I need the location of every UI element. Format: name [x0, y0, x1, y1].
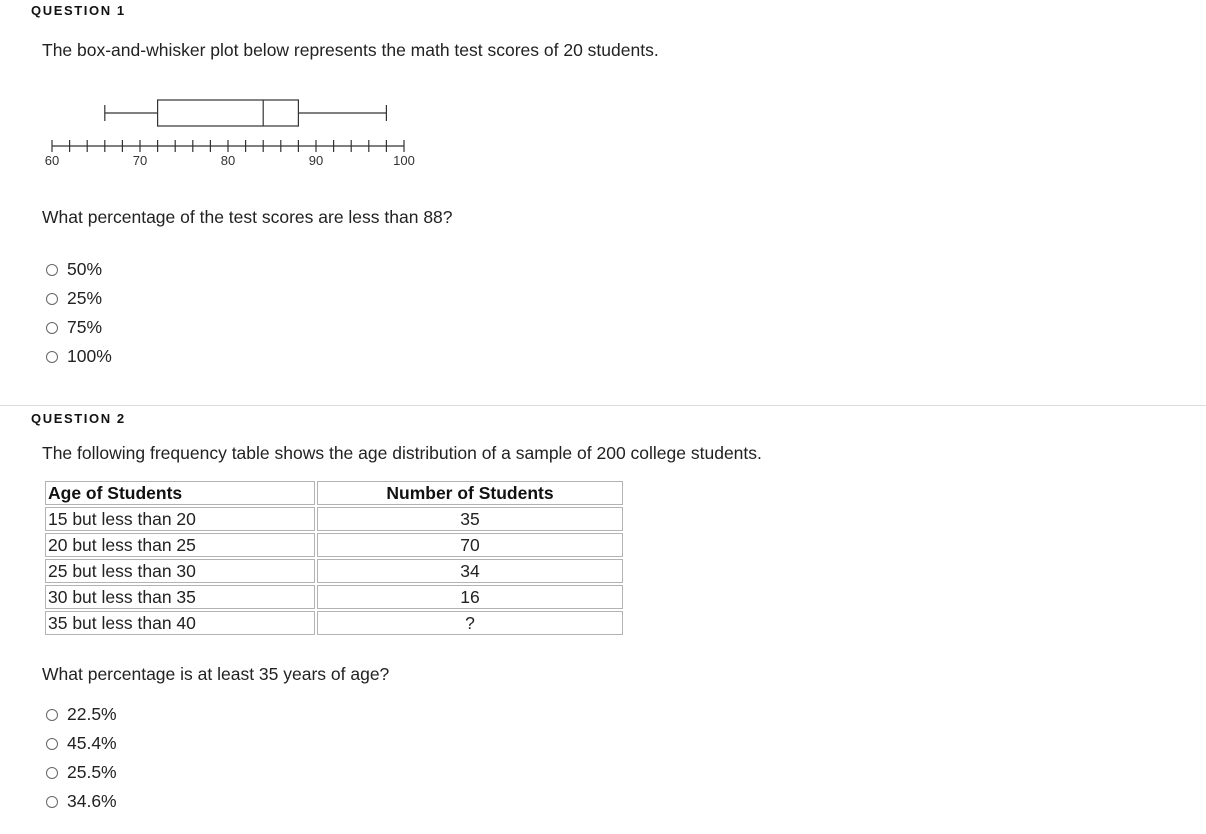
question-2-header: QUESTION 2 [31, 411, 126, 426]
option-label: 50% [67, 259, 103, 279]
radio-button[interactable] [46, 709, 58, 721]
interquartile-box [158, 100, 299, 126]
question-2-text: What percentage is at least 35 years of age? [42, 664, 390, 684]
radio-button[interactable] [46, 738, 58, 750]
option-22-5-percent[interactable] [46, 700, 117, 729]
option-label: 75% [67, 317, 103, 337]
radio-button[interactable] [46, 796, 58, 808]
question-1-prompt: The box-and-whisker plot below represents the math test scores of 20 students. [42, 40, 659, 60]
option-label: 100% [67, 346, 112, 366]
axis-tick-label: 80 [220, 153, 236, 168]
radio-button[interactable] [46, 322, 58, 334]
axis-tick-label: 70 [132, 153, 148, 168]
question-1-text: What percentage of the test scores are less than 88? [42, 207, 453, 227]
radio-button[interactable] [46, 293, 58, 305]
frequency-table [43, 479, 625, 637]
count-cell: 35 [317, 507, 623, 531]
option-50-percent[interactable] [46, 255, 112, 284]
count-cell: 34 [317, 559, 623, 583]
table-header-row [45, 481, 623, 505]
option-label: 34.6% [67, 791, 117, 811]
age-cell: 25 but less than 30 [45, 559, 315, 583]
axis-tick-label: 90 [308, 153, 324, 168]
radio-button[interactable] [46, 767, 58, 779]
age-cell: 30 but less than 35 [45, 585, 315, 609]
radio-button[interactable] [46, 351, 58, 363]
option-100-percent[interactable] [46, 342, 112, 371]
count-cell: ? [317, 611, 623, 635]
table-row [45, 507, 623, 531]
age-cell: 15 but less than 20 [45, 507, 315, 531]
column-header-count: Number of Students [317, 481, 623, 505]
question-2-options [46, 700, 117, 816]
option-45-4-percent[interactable] [46, 729, 117, 758]
age-cell: 35 but less than 40 [45, 611, 315, 635]
option-label: 22.5% [67, 704, 117, 724]
section-divider [0, 405, 1206, 406]
option-label: 25.5% [67, 762, 117, 782]
option-34-6-percent[interactable] [46, 787, 117, 816]
option-label: 25% [67, 288, 103, 308]
count-cell: 16 [317, 585, 623, 609]
table-row [45, 611, 623, 635]
option-75-percent[interactable] [46, 313, 112, 342]
question-1-options [46, 255, 112, 371]
age-cell: 20 but less than 25 [45, 533, 315, 557]
table-row [45, 559, 623, 583]
box-and-whisker-plot [0, 90, 460, 180]
table-row [45, 533, 623, 557]
option-25-percent[interactable] [46, 284, 112, 313]
axis-tick-label: 100 [393, 153, 415, 168]
question-2-prompt: The following frequency table shows the age distribution of a sample of 200 college students. [42, 443, 762, 463]
radio-button[interactable] [46, 264, 58, 276]
question-1-header: QUESTION 1 [31, 3, 126, 18]
table-row [45, 585, 623, 609]
count-cell: 70 [317, 533, 623, 557]
column-header-age: Age of Students [45, 481, 315, 505]
axis-tick-label: 60 [44, 153, 60, 168]
option-label: 45.4% [67, 733, 117, 753]
option-25-5-percent[interactable] [46, 758, 117, 787]
